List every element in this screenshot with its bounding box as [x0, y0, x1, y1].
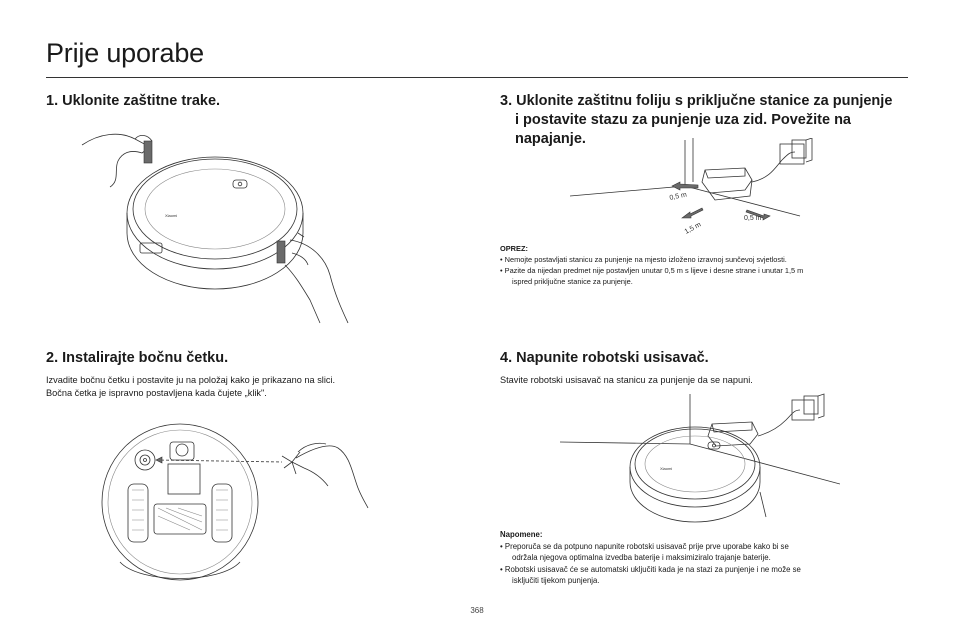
dock-placement-illustration: [570, 138, 820, 238]
caution-item-2: • Pazite da nijedan predmet nije postavljen unutar 0,5 m s lijeve i desne strane i unutar 1,5 m ispred priključne stanice za punjenje.: [500, 266, 804, 286]
caution-title: OPREZ:: [500, 244, 528, 253]
charging-illustration: [560, 392, 840, 532]
caution-block: [500, 243, 920, 287]
caution-item-1: • Nemojte postavljati stanicu za punjenje na mjesto izloženo izravnoj sunčevoj svjetlosti.: [500, 255, 787, 264]
side-brush-illustration: [100, 412, 370, 612]
note-1: • Preporuča se da potpuno napunite robotski usisavač prije prve uporabe kako bi se održala njegova optimalna izvedba baterije i maksimiziralo trajanje baterije.: [500, 541, 789, 562]
section-2-body-line1: Izvadite bočnu četku i postavite ju na položaj kako je prikazano na slici.: [46, 375, 336, 385]
svg-text:Xiaomi: Xiaomi: [660, 466, 673, 471]
section-3-heading-line3: napajanje.: [515, 131, 586, 147]
notes-title: Napomene:: [500, 530, 543, 539]
page-title: Prije uporabe: [46, 38, 205, 68]
section-2-body-line2: Bočna četka je ispravno postavljena kada čujete „klik".: [46, 387, 267, 398]
dim-front-label: 1,5 m: [683, 221, 703, 236]
dim-right-label: 0,5 m: [744, 215, 762, 222]
section-2-body: [46, 374, 446, 399]
dim-left-label: 0,5 m: [668, 191, 688, 202]
page-number: 368: [470, 606, 484, 615]
section-4-body: Stavite robotski usisavač na stanicu za punjenje da se napuni.: [500, 375, 753, 385]
section-1-heading: 1. Uklonite zaštitne trake.: [46, 93, 221, 109]
section-4-heading: 4. Napunite robotski usisavač.: [500, 350, 709, 366]
title-divider: [46, 77, 908, 78]
section-2-heading: 2. Instalirajte bočnu četku.: [46, 350, 229, 366]
remove-tape-illustration: [80, 125, 360, 325]
section-3-heading-line2: i postavite stazu za punjenje uza zid. Povežite na: [515, 112, 851, 128]
note-2: • Robotski usisavač će se automatski uključiti kada je na stazi za punjenje i ne može se isključiti tijekom punjenja.: [500, 564, 801, 585]
notes-block: [500, 529, 920, 587]
section-3-heading-line1: 3. Uklonite zaštitnu foliju s priključne stanice za punjenje: [500, 93, 893, 109]
svg-text:Xiaomi: Xiaomi: [165, 213, 178, 218]
